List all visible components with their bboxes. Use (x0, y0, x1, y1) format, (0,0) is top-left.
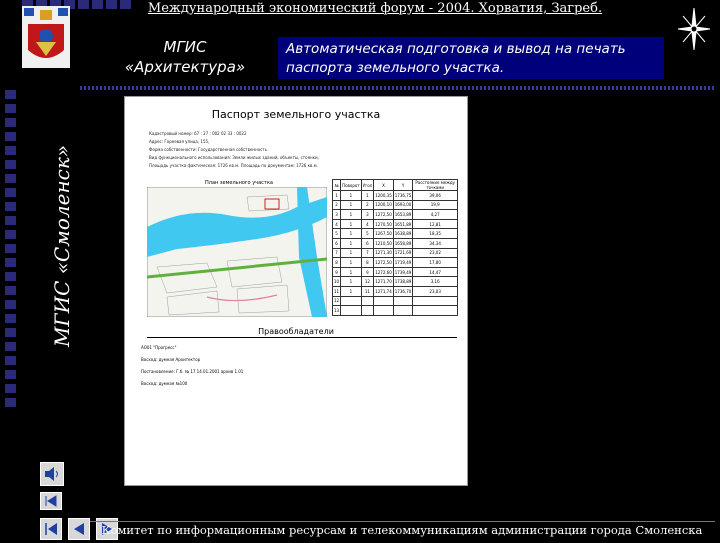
table-cell: 23,03 (413, 286, 458, 296)
plan-label: План земельного участка (205, 180, 273, 186)
table-cell: 1 (341, 191, 362, 201)
prev-slide-icon (69, 519, 89, 539)
table-cell: 12 (361, 277, 374, 287)
first-slide-button[interactable] (40, 492, 62, 510)
table-cell: 12,81 (413, 219, 458, 229)
speaker-icon (41, 463, 63, 485)
land-passport-document (124, 96, 468, 486)
decor-square (106, 0, 117, 9)
table-cell: 9 (361, 267, 374, 277)
decor-square (5, 202, 16, 211)
table-cell: 3,16 (413, 277, 458, 287)
table-cell: 10 (333, 277, 341, 287)
table-cell: 11 (361, 286, 374, 296)
table-row (333, 267, 458, 277)
table-cell: 6 (333, 238, 341, 248)
decor-square (5, 286, 16, 295)
table-cell: 1 (341, 238, 362, 248)
table-cell: 1719,49 (393, 258, 413, 268)
table-row (333, 191, 458, 201)
table-header-cell: Угол (361, 180, 374, 191)
table-cell: 1 (341, 210, 362, 220)
footer-text: Комитет по информационным ресурсам и телекоммуникациям администрации города Смоленска (101, 523, 703, 537)
table-cell (341, 306, 362, 316)
document-meta-line: Адрес: Гореевая улица, 155, (149, 139, 210, 144)
conference-title: Международный экономический форум - 2004. Хорватия, Загреб. (147, 1, 603, 16)
table-cell: 1 (341, 229, 362, 239)
table-cell: 1 (361, 191, 374, 201)
decor-square (5, 244, 16, 253)
table-cell: 1271,74 (374, 286, 394, 296)
table-cell: 1651,89 (393, 219, 413, 229)
table-row (333, 286, 458, 296)
table-cell: 4 (361, 219, 374, 229)
decor-square (5, 342, 16, 351)
owner-line: АО01 "Прогресс" (141, 345, 177, 350)
first-slide-icon (41, 493, 61, 509)
table-cell: 5 (361, 229, 374, 239)
table-cell: 1738,89 (393, 277, 413, 287)
table-cell: 1 (333, 191, 341, 201)
table-cell: 1653,89 (393, 210, 413, 220)
owner-line: Восход: думная Архитектор (141, 357, 201, 362)
table-row (333, 296, 458, 306)
land-plot-map (147, 187, 327, 317)
table-cell: 17,80 (413, 258, 458, 268)
table-cell: 2 (361, 200, 374, 210)
table-cell: 4 (333, 219, 341, 229)
table-cell (374, 296, 394, 306)
decor-square (92, 0, 103, 9)
coordinates-table (332, 179, 458, 316)
nav-prev-button[interactable] (68, 518, 90, 540)
document-meta-line: Площадь участка фактическая: 1726 кв.м. Площадь по документам: 1726 кв.м. (149, 163, 318, 168)
table-row (333, 238, 458, 248)
decor-square (5, 174, 16, 183)
table-cell: 1210,50 (374, 238, 394, 248)
decor-square (5, 272, 16, 281)
decor-square (5, 398, 16, 407)
table-cell: 8 (333, 258, 341, 268)
table-cell: 39,06 (413, 191, 458, 201)
table-row (333, 258, 458, 268)
table-row (333, 200, 458, 210)
table-cell: 1 (341, 267, 362, 277)
table-cell: 18,35 (413, 229, 458, 239)
table-row (333, 277, 458, 287)
table-cell: 7 (333, 248, 341, 258)
vertical-title: МГИС «Смоленск» (50, 144, 74, 348)
table-header-cell: Поворот (341, 180, 362, 191)
document-title: Паспорт земельного участка (211, 108, 381, 121)
table-cell: 1271,70 (374, 277, 394, 287)
decor-square (5, 104, 16, 113)
table-cell: 3 (361, 210, 374, 220)
table-cell: 1658,89 (393, 238, 413, 248)
table-row (333, 210, 458, 220)
table-cell: 1200,35 (374, 191, 394, 201)
table-cell (393, 296, 413, 306)
table-cell (341, 296, 362, 306)
table-cell: 1272,60 (374, 267, 394, 277)
table-cell: 1739,49 (393, 267, 413, 277)
decor-square (5, 146, 16, 155)
decor-square (5, 132, 16, 141)
table-cell: 1736,75 (393, 191, 413, 201)
table-cell: 19,9 (413, 200, 458, 210)
footer-divider (90, 521, 715, 522)
table-row (333, 229, 458, 239)
table-header-cell: № (333, 180, 341, 191)
owner-line: Постановление: Г.б. № 17 14.01.2001 архив 1.01 (141, 369, 244, 374)
table-cell: 4,27 (413, 210, 458, 220)
app-name-line1: МГИС (163, 38, 207, 56)
decor-square (5, 118, 16, 127)
compass-rose-icon (676, 6, 712, 52)
decor-square (5, 314, 16, 323)
table-cell: 1272,50 (374, 258, 394, 268)
decor-square (5, 356, 16, 365)
decor-square (5, 188, 16, 197)
table-cell (413, 296, 458, 306)
table-cell: 13 (333, 306, 341, 316)
table-header-cell: X (374, 180, 394, 191)
decor-square (78, 0, 89, 9)
table-cell: 6 (361, 238, 374, 248)
table-cell: 7 (361, 248, 374, 258)
table-cell (393, 306, 413, 316)
left-decoration (0, 0, 22, 540)
table-cell: 1693,00 (393, 200, 413, 210)
table-cell: 8 (361, 258, 374, 268)
dotted-divider (80, 86, 714, 90)
decor-square (5, 216, 16, 225)
table-cell (374, 306, 394, 316)
table-cell: 14,47 (413, 267, 458, 277)
table-cell: 11 (333, 286, 341, 296)
description-text: Автоматическая подготовка и вывод на печать паспорта земельного участка. (286, 41, 626, 76)
app-name (100, 37, 270, 77)
decor-square (5, 90, 16, 99)
document-meta-line: Форма собственности: Государственная собственность (149, 147, 267, 152)
sound-button[interactable] (40, 462, 64, 486)
table-cell: 1721,69 (393, 248, 413, 258)
table-row (333, 248, 458, 258)
table-row (333, 306, 458, 316)
decor-square (5, 384, 16, 393)
table-cell: 12 (333, 296, 341, 306)
coat-of-arms-icon (22, 6, 70, 68)
table-cell: 1 (341, 258, 362, 268)
table-header-cell: Расстояние между точками (413, 180, 458, 191)
table-cell: 1 (341, 219, 362, 229)
table-cell: 3 (333, 210, 341, 220)
table-cell: 1200,10 (374, 200, 394, 210)
decor-square (5, 258, 16, 267)
table-cell: 1 (341, 277, 362, 287)
decor-square (5, 300, 16, 309)
table-cell: 1736,70 (393, 286, 413, 296)
table-cell: 9 (333, 267, 341, 277)
decor-square (5, 160, 16, 169)
table-cell (361, 306, 374, 316)
table-cell: 1271,30 (374, 248, 394, 258)
nav-first-button[interactable] (40, 518, 62, 540)
first-slide-icon (41, 519, 61, 539)
table-cell: 1 (341, 248, 362, 258)
document-meta-line: Вид функционального использования: Земли жилых зданий, объекты, стоянки, (149, 155, 319, 160)
table-cell: 1 (341, 286, 362, 296)
owners-divider (147, 337, 457, 338)
table-cell: 1 (341, 200, 362, 210)
owners-title: Правообладатели (258, 327, 334, 336)
table-cell: 34,34 (413, 238, 458, 248)
table-cell: 5 (333, 229, 341, 239)
table-cell: 1267,50 (374, 229, 394, 239)
table-row (333, 219, 458, 229)
table-cell: 1638,89 (393, 229, 413, 239)
table-cell: 1270,50 (374, 219, 394, 229)
table-cell: 23,02 (413, 248, 458, 258)
decor-square (5, 230, 16, 239)
owner-line: Восход: думная №100 (141, 381, 188, 386)
app-name-line2: «Архитектура» (124, 58, 246, 76)
decor-square (5, 370, 16, 379)
decor-square (5, 328, 16, 337)
table-cell: 2 (333, 200, 341, 210)
table-header-cell: Y (393, 180, 413, 191)
table-cell: 1272,50 (374, 210, 394, 220)
table-cell (361, 296, 374, 306)
document-meta-line: Кадастровый номер: 67 : 27 : 002 02 33 : 0022 (149, 131, 247, 136)
table-cell (413, 306, 458, 316)
